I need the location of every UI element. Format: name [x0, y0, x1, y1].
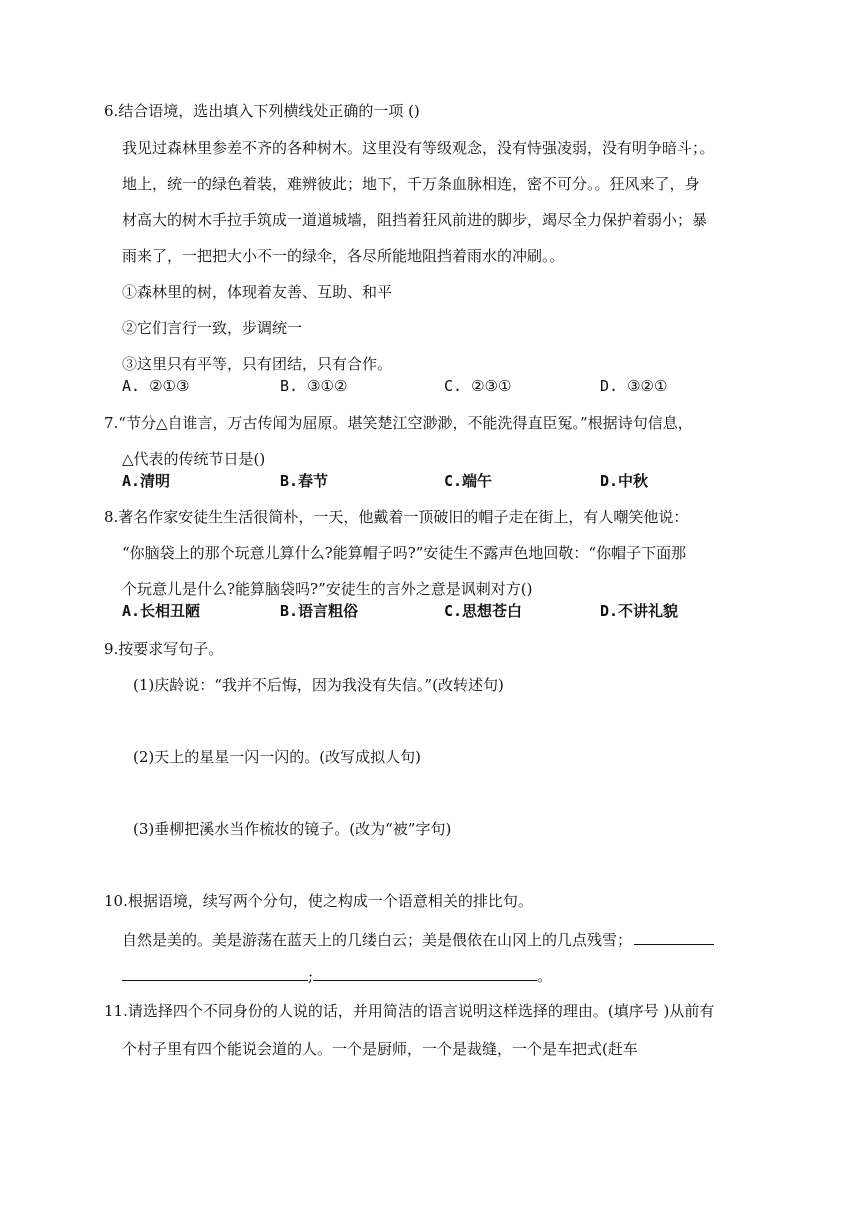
q7-option-d: D.中秋 [600, 472, 649, 490]
q8-option-c: C.思想苍白 [444, 602, 523, 620]
q8-option-b: B.语言粗俗 [280, 602, 359, 620]
q10-line-1 [122, 930, 714, 949]
q6-item-1: ①森林里的树，体现着友善、互助、和平 [122, 283, 393, 301]
q6-item-3: ③这里只有平等，只有团结，只有合作。 [122, 355, 393, 373]
q10-blank-3[interactable] [313, 966, 537, 981]
q7-option-a: A.清明 [122, 472, 171, 490]
q9-sub-1: (1)庆龄说：“我并不后悔，因为我没有失信。”(改转述句) [133, 676, 504, 694]
q10-line-2 [122, 966, 552, 985]
q6-passage-line-2: 地上，统一的绿色着装，难辨彼此；地下，千万条血脉相连，密不可分。。狂风来了，身 [122, 175, 700, 193]
q8-option-a: A.长相丑陋 [122, 602, 201, 620]
q8-stem: 8.著名作家安徒生生活很简朴，一天，他戴着一顶破旧的帽子走在街上，有人嘲笑他说： [104, 508, 689, 526]
q8-option-d: D.不讲礼貌 [600, 602, 679, 620]
q10-line-1-text: 自然是美的。美是游荡在蓝天上的几缕白云；美是偎依在山冈上的几点残雪； [122, 931, 633, 949]
q6-option-a: A. ②①③ [122, 377, 190, 395]
q6-passage-line-4: 雨来了，一把把大小不一的绿伞，各尽所能地阻挡着雨水的冲刷。。 [122, 247, 565, 265]
q9-sub-2: (2)天上的星星一闪一闪的。(改写成拟人句) [133, 748, 421, 766]
q7-option-c: C.端午 [444, 472, 493, 490]
q6-passage-line-1: 我见过森林里参差不齐的各种树木。这里没有等级观念，没有恃强凌弱，没有明争暗斗；。 [122, 139, 715, 157]
q11-stem-2: 个村子里有四个能说会道的人。一个是厨师，一个是裁缝，一个是车把式(赶车 [122, 1040, 638, 1058]
q8-stem-2: “你脑袋上的那个玩意儿算什么?能算帽子吗?”安徒生不露声色地回敬：“你帽子下面那 [122, 544, 687, 562]
q11-stem: 11.请选择四个不同身份的人说的话，并用简洁的语言说明这样选择的理由。(填序号 )从前有 [104, 1002, 715, 1020]
q6-passage-line-3: 材高大的树木手拉手筑成一道道城墙，阻挡着狂风前进的脚步，竭尽全力保护着弱小；暴 [122, 211, 708, 229]
q10-stem: 10.根据语境，续写两个分句，使之构成一个语意相关的排比句。 [104, 892, 533, 910]
q6-stem: 6.结合语境，选出填入下列横线处正确的一项 () [104, 102, 420, 120]
q10-end-mark: 。 [537, 967, 553, 985]
q6-item-2: ②它们言行一致，步调统一 [122, 319, 303, 337]
q7-option-b: B.春节 [280, 472, 329, 490]
q10-blank-2[interactable] [122, 966, 308, 981]
q7-stem: 7.“节分△自谁言，万古传闻为屈原。堪笑楚江空渺渺，不能洗得直臣冤。”根据诗句信息， [104, 414, 693, 432]
q10-separator: ; [308, 967, 314, 985]
q9-sub-3: (3)垂柳把溪水当作梳妆的镜子。(改为“被”字句) [133, 820, 452, 838]
q6-option-d: D. ③②① [600, 377, 668, 395]
q7-stem-2: △代表的传统节日是() [122, 450, 266, 468]
q9-stem: 9.按要求写句子。 [104, 640, 224, 658]
q6-option-c: C. ②③① [444, 377, 512, 395]
q10-blank-1[interactable] [634, 930, 714, 945]
q8-stem-3: 个玩意儿是什么?能算脑袋吗?”安徒生的言外之意是讽刺对方() [122, 580, 533, 598]
q6-option-b: B. ③①② [280, 377, 348, 395]
